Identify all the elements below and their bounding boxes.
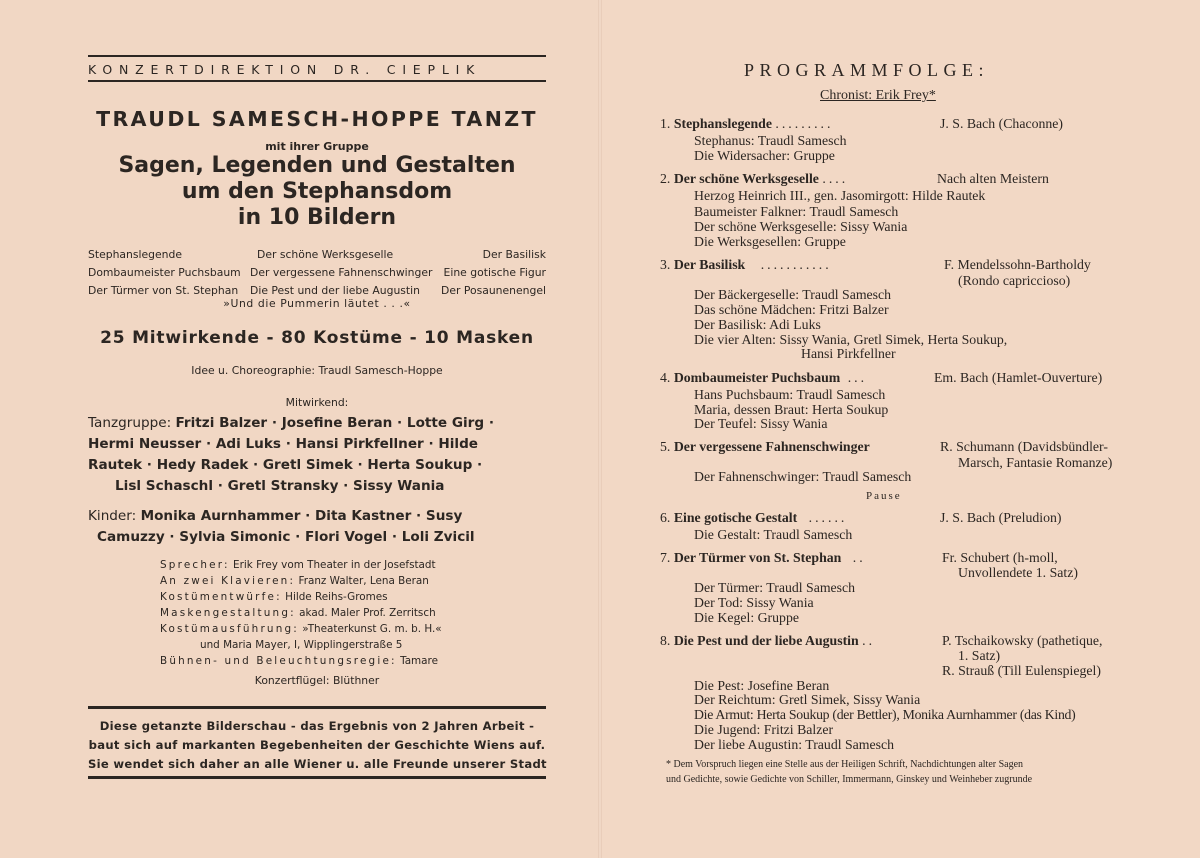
cast-line: Baumeister Falkner: Traudl Samesch: [694, 204, 899, 219]
scene-title: Der Basilisk: [482, 248, 546, 261]
cast-line: Der Türmer: Traudl Samesch: [694, 580, 856, 595]
scene-column-1: [88, 246, 241, 300]
cast-line: Hans Puchsbaum: Traudl Samesch: [694, 387, 886, 402]
with-group: mit ihrer Gruppe: [265, 140, 369, 153]
concert-agency: KONZERTDIREKTION DR. CIEPLIK: [88, 62, 482, 77]
scene-title: Der schöne Werksgeselle: [257, 248, 394, 261]
program-item-6: 6. Eine gotische Gestalt ......: [660, 510, 848, 525]
cast-line: Die Werksgesellen: Gruppe: [694, 234, 846, 249]
scene-column-3: [441, 246, 546, 300]
dance-group-line-2: Hermi Neusser · Adi Luks · Hansi Pirkfellner · Hilde: [88, 436, 479, 452]
cast-line: Die Jugend: Fritzi Balzer: [694, 722, 834, 737]
dance-group-line-3: Rautek · Hedy Radek · Gretl Simek · Herta Soukup ·: [88, 457, 483, 473]
children-list: [88, 506, 546, 548]
credit-line: und Maria Mayer, I, Wipplingerstraße 5: [200, 639, 403, 651]
item-8-composer: P. Tschaikowsky (pathetique,: [942, 633, 1103, 648]
cast-line: Die Kegel: Gruppe: [694, 610, 799, 625]
item-2-composer: Nach alten Meistern: [937, 171, 1049, 186]
production-credits: [160, 557, 442, 669]
cast-line: Hansi Pirkfellner: [801, 346, 896, 361]
footnote: * Dem Vorspruch liegen eine Stelle aus der Heiligen Schrift, Nachdichtungen alter Sagen und Gedichte, sowie Gedichte von Schiller, Immermann, Ginskey und Weinheber zugrunde: [666, 759, 1033, 785]
cast-line: Der Basilisk: Adi Luks: [694, 317, 821, 332]
program-item-4: 4. Dombaumeister Puchsbaum ...: [660, 370, 868, 385]
children-label: Kinder:: [88, 508, 137, 524]
item-8-composer-2: R. Strauß (Till Eulenspiegel): [942, 663, 1101, 678]
program-title: PROGRAMMFOLGE:: [744, 60, 990, 80]
cast-line: Stephanus: Traudl Samesch: [694, 133, 847, 148]
cast-line: Der Teufel: Sissy Wania: [694, 416, 828, 431]
scene-title: Der vergessene Fahnenschwinger: [250, 266, 433, 279]
item-8-composer-note: 1. Satz): [958, 648, 1001, 663]
dance-group-line-1: Tanzgruppe: Fritzi Balzer · Josefine Beran · Lotte Girg ·: [88, 415, 495, 431]
cast-line: Die vier Alten: Sissy Wania, Gretl Simek, Herta Soukup,: [694, 332, 1008, 347]
item-4-composer: Em. Bach (Hamlet-Ouverture): [934, 370, 1103, 385]
program-item-3: 3. Der Basilisk ...........: [660, 257, 832, 272]
subtitle-line-3: in 10 Bildern: [237, 205, 397, 230]
cast-line: Das schöne Mädchen: Fritzi Balzer: [694, 302, 889, 317]
cast-line: Die Pest: Josefine Beran: [694, 678, 830, 693]
scene-title: Stephanslegende: [88, 248, 182, 261]
program-item-2: 2. Der schöne Werksgeselle ....: [660, 171, 849, 186]
scene-title: Eine gotische Figur: [443, 266, 546, 279]
scene-column-2: [250, 246, 432, 300]
cast-line: Der Tod: Sissy Wania: [694, 595, 814, 610]
scene-title: Dombaumeister Puchsbaum: [88, 266, 241, 279]
dance-group-line-4: Lisl Schaschl · Gretl Stransky · Sissy Wania: [115, 478, 445, 494]
credit-line: Maskengestaltung: akad. Maler Prof. Zerritsch: [160, 607, 436, 619]
cast-line: Der schöne Werksgeselle: Sissy Wania: [694, 219, 908, 234]
program-item-7: 7. Der Türmer von St. Stephan ..: [660, 550, 866, 565]
cast-line: Der Reichtum: Gretl Simek, Sissy Wania: [694, 692, 921, 707]
item-1-composer: J. S. Bach (Chaconne): [940, 116, 1063, 131]
children-line-1: Kinder: Monika Aurnhammer · Dita Kastner · Susy: [88, 508, 463, 524]
center-fold: [598, 0, 602, 858]
cast-line: Die Gestalt: Traudl Samesch: [694, 527, 853, 542]
dance-group-list: [88, 413, 546, 497]
scene-pummerin: »Und die Pummerin läutet . . .«: [223, 297, 411, 310]
credit-line: Sprecher: Erik Frey vom Theater in der Josefstadt: [160, 559, 436, 571]
scene-title: Die Pest und der liebe Augustin: [250, 284, 420, 297]
credit-line: An zwei Klavieren: Franz Walter, Lena Beran: [160, 575, 429, 587]
cast-line: Die Widersacher: Gruppe: [694, 148, 835, 163]
program-item-8: 8. Die Pest und der liebe Augustin ..: [660, 633, 876, 648]
cast-line: Der Bäckergeselle: Traudl Samesch: [694, 287, 892, 302]
subtitle-line-2: um den Stephansdom: [181, 179, 453, 204]
cast-line: Herzog Heinrich III., gen. Jasomirgott: Hilde Rautek: [694, 188, 986, 203]
item-6-composer: J. S. Bach (Preludion): [940, 510, 1062, 525]
choreography-credit: Idee u. Choreographie: Traudl Samesch-Hoppe: [191, 364, 443, 377]
main-title: TRAUDL SAMESCH-HOPPE TANZT: [96, 107, 538, 131]
scene-title: Der Posaunenengel: [441, 284, 546, 297]
cast-line: Die Armut: Herta Soukup (der Bettler), Monika Aurnhammer (das Kind): [694, 707, 1076, 722]
top-rule: [88, 55, 546, 57]
item-5-composer-note: Marsch, Fantasie Romanze): [958, 455, 1113, 470]
closing-rule-bottom: [88, 776, 546, 779]
credit-line: Kostümausführung: »Theaterkunst G. m. b. H.«: [160, 623, 442, 635]
item-5-composer: R. Schumann (Davidsbündler-: [940, 439, 1108, 454]
cast-line: Der liebe Augustin: Traudl Samesch: [694, 737, 895, 752]
piano-credit: Konzertflügel: Blüthner: [254, 674, 380, 687]
credit-line: Kostümentwürfe: Hilde Reihs-Gromes: [160, 591, 388, 603]
item-7-composer: Fr. Schubert (h-moll,: [942, 550, 1058, 565]
credit-line: Bühnen- und Beleuchtungsregie: Tamare: [160, 655, 438, 667]
cast-line: Der Fahnenschwinger: Traudl Samesch: [694, 469, 912, 484]
intermission-label: Pause: [866, 490, 902, 502]
agency-rule: [88, 80, 546, 82]
subtitle-line-1: Sagen, Legenden und Gestalten: [118, 153, 516, 178]
closing-rule-top: [88, 706, 546, 709]
item-7-composer-note: Unvollendete 1. Satz): [958, 565, 1078, 580]
chronist-credit: Chronist: Erik Frey*: [820, 88, 936, 103]
closing-statement: Diese getanzte Bilderschau - das Ergebnis von 2 Jahren Arbeit - baut sich auf markanten Begebenheiten der Geschichte Wiens auf. Sie wendet sich daher an alle Wiener u. alle Freunde unserer Stadt: [88, 719, 547, 771]
item-3-composer-note: (Rondo capriccioso): [958, 273, 1071, 288]
program-item-5: 5. Der vergessene Fahnenschwinger: [660, 439, 870, 454]
stats-line: 25 Mitwirkende - 80 Kostüme - 10 Masken: [100, 328, 534, 348]
dance-group-label: Tanzgruppe:: [88, 415, 172, 431]
children-line-2: Camuzzy · Sylvia Simonic · Flori Vogel · Loli Zvicil: [97, 529, 475, 545]
scene-title: Der Türmer von St. Stephan: [88, 284, 239, 297]
cast-line: Maria, dessen Braut: Herta Soukup: [694, 402, 889, 417]
performers-heading: Mitwirkend:: [285, 396, 349, 409]
item-3-composer: F. Mendelssohn-Bartholdy: [944, 257, 1091, 272]
program-item-1: 1. Stephanslegende .........: [660, 116, 834, 131]
